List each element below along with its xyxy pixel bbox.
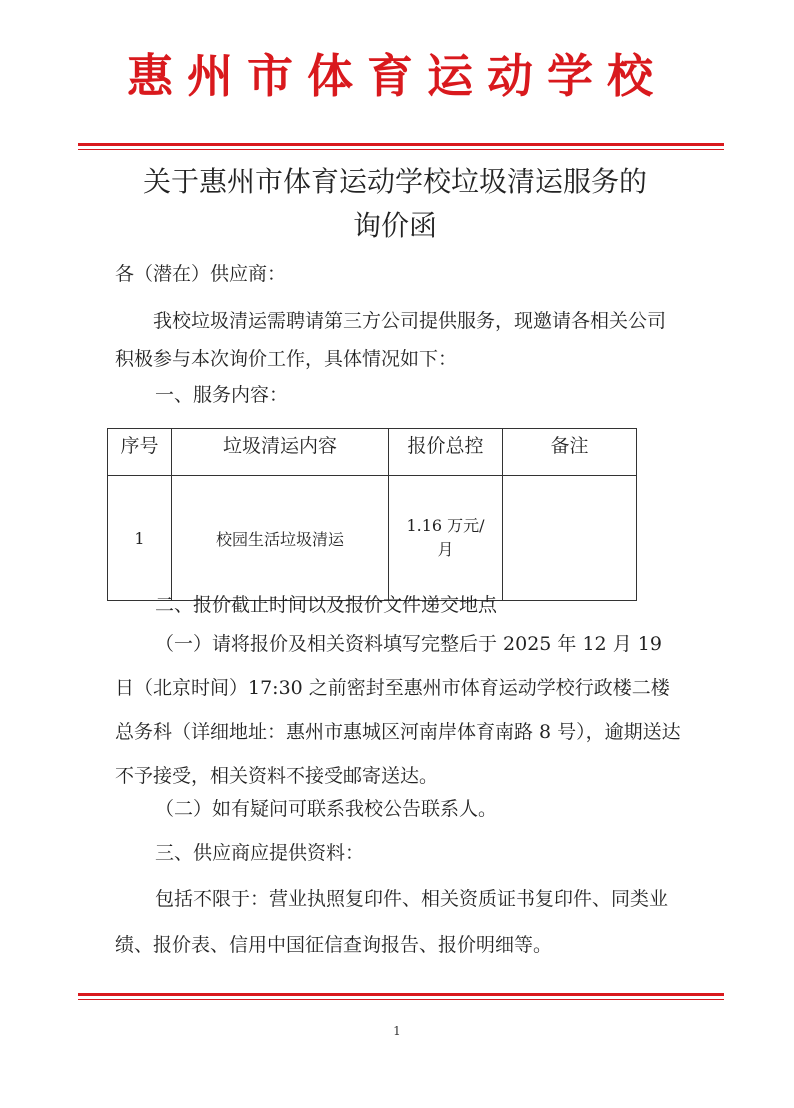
letterhead-divider bbox=[78, 143, 724, 150]
price-line-1: 1.16 万元/ bbox=[406, 516, 485, 535]
page-number: 1 bbox=[393, 1024, 401, 1038]
service-table bbox=[107, 428, 637, 601]
header-cell-price: 报价总控 bbox=[389, 429, 503, 476]
cell-price bbox=[389, 476, 503, 601]
section-2-paragraph-2: （二）如有疑问可联系我校公告联系人。 bbox=[155, 798, 498, 820]
header-cell-remark: 备注 bbox=[503, 429, 637, 476]
section-1-heading: 一、服务内容： bbox=[155, 384, 289, 406]
section-2-paragraph-1: （一）请将报价及相关资料填写完整后于 2025 年 12 月 19 日（北京时间）17:30 之前密封至惠州市体育运动学校行政楼二楼总务科（详细地址：惠州市惠城区河南岸体育南路 8 号），逾期送达不予接受，相关资料不接受邮寄送达。 bbox=[115, 633, 681, 787]
header-cell-content: 垃圾清运内容 bbox=[172, 429, 389, 476]
cell-no: 1 bbox=[108, 476, 172, 601]
section-2-heading: 二、报价截止时间以及报价文件递交地点 bbox=[155, 594, 498, 616]
salutation: 各（潜在）供应商： bbox=[115, 263, 287, 285]
section-3-paragraph: 包括不限于：营业执照复印件、相关资质证书复印件、同类业绩、报价表、信用中国征信查询报告、报价明细等。 bbox=[115, 888, 669, 956]
table-header-row bbox=[108, 429, 637, 476]
footer-divider bbox=[78, 993, 724, 1000]
document-title bbox=[100, 160, 690, 248]
section-3-heading: 三、供应商应提供资料： bbox=[155, 842, 365, 864]
intro-paragraph: 我校垃圾清运需聘请第三方公司提供服务，现邀请各相关公司积极参与本次询价工作，具体情况如下： bbox=[115, 310, 667, 370]
cell-remark bbox=[503, 476, 637, 601]
cell-content: 校园生活垃圾清运 bbox=[172, 476, 389, 601]
title-line-1: 关于惠州市体育运动学校垃圾清运服务的 bbox=[142, 165, 647, 198]
title-line-2: 询价函 bbox=[352, 209, 437, 242]
school-letterhead: 惠州市体育运动学校 bbox=[127, 49, 667, 103]
table-row bbox=[108, 476, 637, 601]
price-line-2: 月 bbox=[437, 540, 454, 559]
header-cell-no: 序号 bbox=[108, 429, 172, 476]
